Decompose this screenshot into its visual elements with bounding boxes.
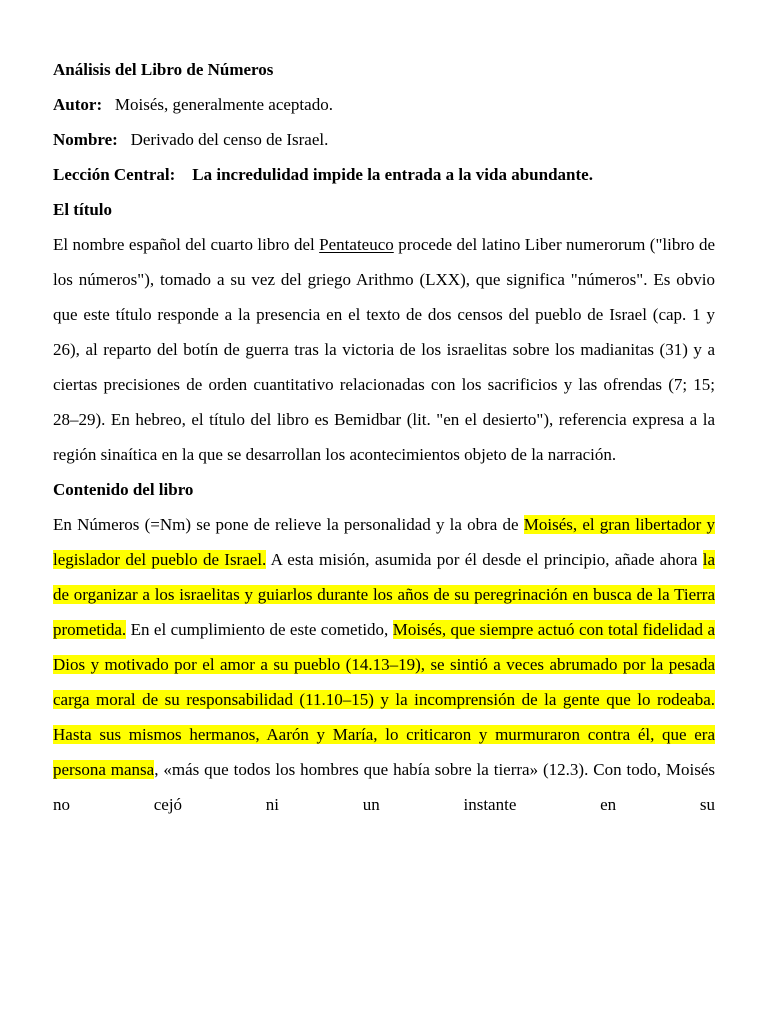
meta-value-nombre: Derivado del censo de Israel. (117, 130, 329, 149)
highlighted-text-run: Moisés, el gran libertador y legislador del pueblo de Israel. (53, 515, 715, 569)
pentateuco-underlined-term: Pentateuco (319, 235, 394, 254)
meta-line-autor (53, 87, 715, 122)
paragraph-text-before-link: El nombre español del cuarto libro del (53, 235, 320, 254)
paragraph-contenido-del-libro (53, 507, 715, 857)
meta-label-nombre: Nombre: (53, 130, 118, 149)
text-run: En el cumplimiento de este cometido, (126, 620, 393, 639)
meta-line-nombre (53, 122, 715, 157)
paragraph-text-after-link: procede del latino Liber numerorum ("libro de los números"), tomado a su vez del griego Arithmo (LXX), que significa "números". Es obvio que este título responde a la presencia en el texto de dos censos del pueblo de Israel (cap. 1 y 26), al reparto del botín de guerra tras la victoria de los israelitas sobre los madianitas (31) y a ciertas precisiones de orden cuantitativo relacionadas con los sacrificios y las ofrendas (7; 15; 28–29). En hebreo, el título del libro es Bemidbar (lit. "en el desierto"), referencia expresa a la región sinaítica en la que se desarrollan los acontecimientos objeto de la narración. (53, 235, 715, 464)
central-lesson-line: Lección Central: La incredulidad impide la entrada a la vida abundante. (53, 165, 593, 184)
text-run: , «más que todos los hombres que había sobre la tierra» (12.3). Con todo, Moisés no cejó ni un instante en su (53, 760, 715, 814)
section-heading-el-titulo: El título (53, 200, 113, 219)
highlighted-text-run: la de organizar a los israelitas y guiarlos durante los años de su peregrinación en busca de la Tierra prometida. (53, 550, 716, 639)
highlighted-text-run: Moisés, que siempre actuó con total fidelidad a Dios y motivado por el amor a su pueblo (14.13–19), se sintió a veces abrumado por la pesada carga moral de su responsabilidad (11.10–15) y la incomprensión de la gente que lo rodeaba. Hasta sus mismos hermanos, Aarón y María, lo criticaron y murmuraron contra él, que era persona mansa (53, 620, 715, 779)
meta-value-autor: Moisés, generalmente aceptado. (102, 95, 333, 114)
paragraph-el-titulo (53, 227, 715, 472)
text-run: A esta misión, asumida por él desde el principio, añade ahora (266, 550, 703, 569)
section-heading-contenido-del-libro: Contenido del libro (53, 480, 194, 499)
text-run: En Números (=Nm) se pone de relieve la personalidad y la obra de (53, 515, 524, 534)
page-title: Análisis del Libro de Números (53, 60, 274, 79)
meta-label-autor: Autor: (53, 95, 103, 114)
